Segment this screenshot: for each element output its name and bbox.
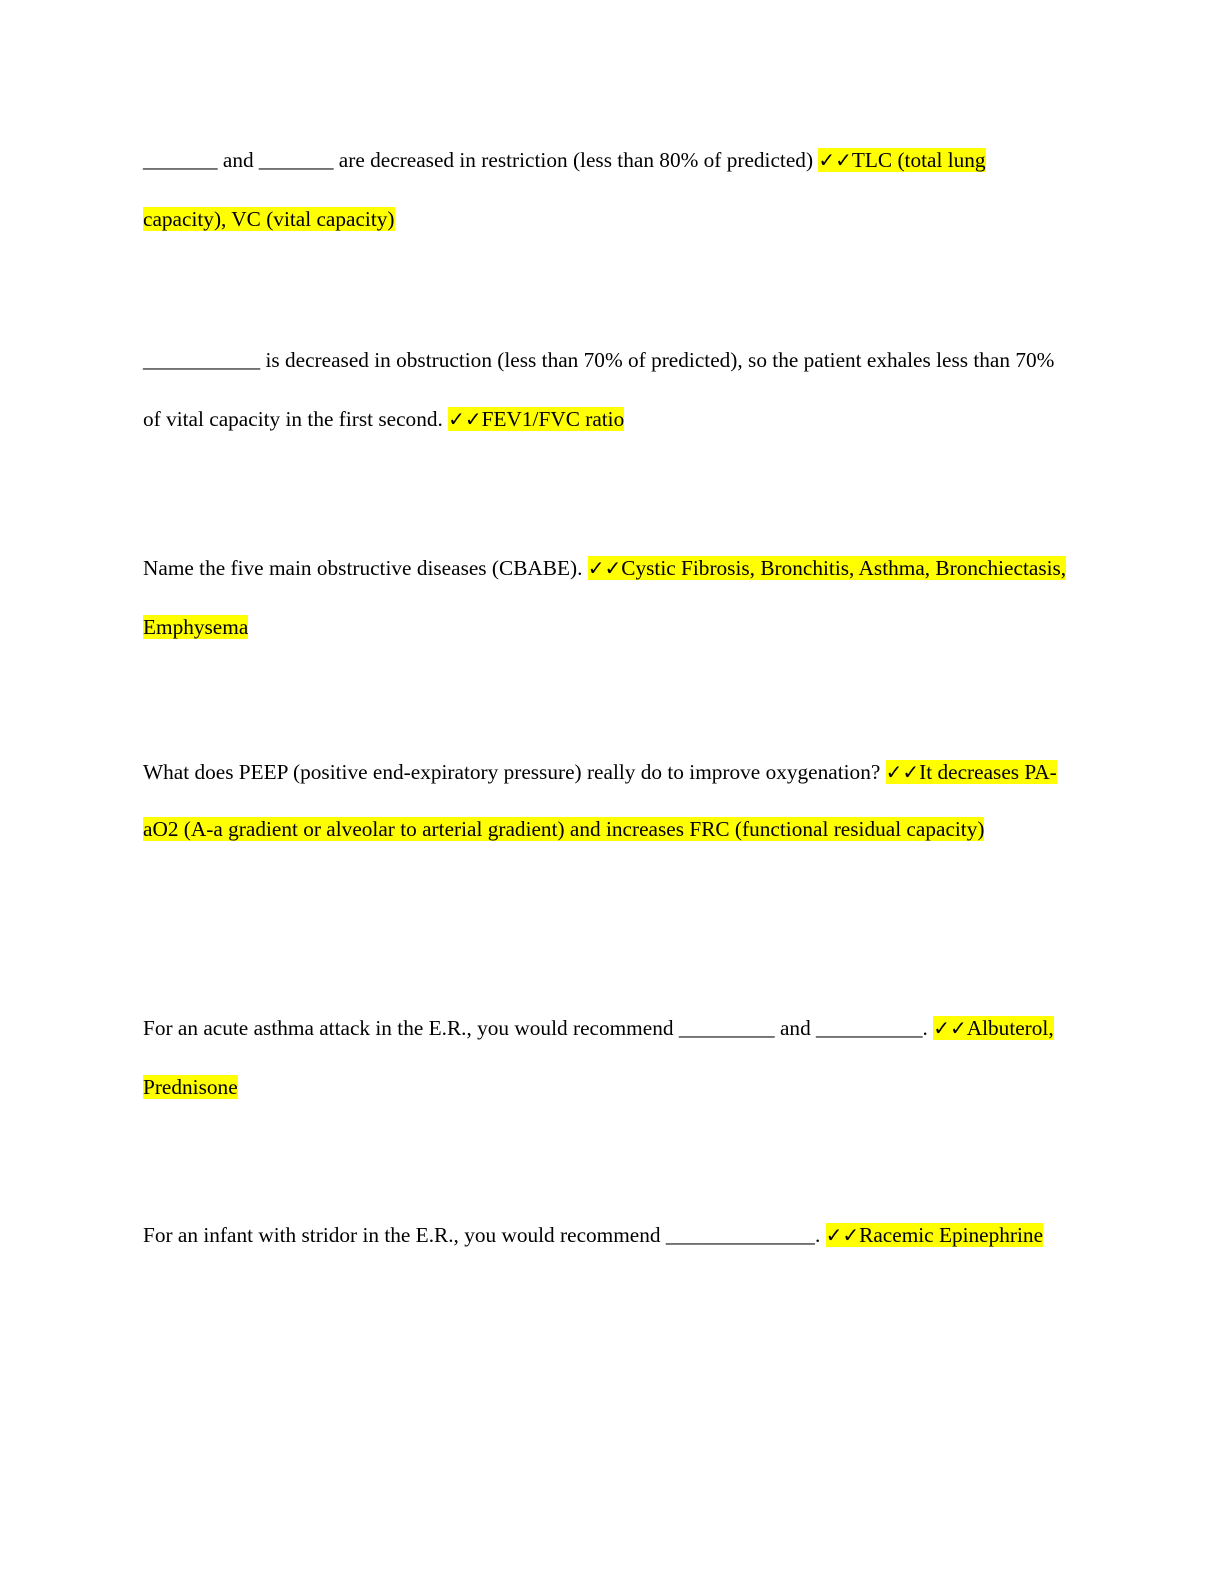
double-check-icon: ✓✓ — [825, 1223, 860, 1247]
question-3 — [143, 539, 1073, 656]
double-check-icon: ✓✓ — [933, 1016, 967, 1040]
question-4 — [143, 744, 1073, 858]
question-text: _______ and _______ are decreased in restriction (less than 80% of predicted) — [143, 148, 819, 172]
question-6 — [143, 1206, 1073, 1265]
answer-text: It decreases PA-aO2 (A-a gradient or alveolar to arterial gradient) and increases FRC (functional residual capacity) — [143, 760, 1057, 841]
answer-text: FEV1/FVC ratio — [481, 406, 625, 431]
question-text: For an acute asthma attack in the E.R., you would recommend _________ and __________. — [143, 1016, 934, 1040]
answer-text: Cystic Fibrosis, Bronchitis, Asthma, Bronchiectasis, Emphysema — [143, 556, 1067, 639]
answer-text: Albuterol, Prednisone — [143, 1016, 1054, 1099]
question-text: What does PEEP (positive end-expiratory pressure) really do to improve oxygenation? — [143, 760, 886, 784]
question-5 — [143, 999, 1073, 1116]
double-check-icon: ✓✓ — [818, 148, 852, 172]
question-text: Name the five main obstructive diseases (CBABE). — [143, 556, 588, 580]
question-2 — [143, 331, 1073, 448]
double-check-icon: ✓✓ — [885, 760, 920, 784]
double-check-icon: ✓✓ — [587, 556, 622, 580]
answer-text: TLC (total lung capacity), VC (vital capacity) — [143, 148, 986, 231]
question-text: For an infant with stridor in the E.R., you would recommend ______________. — [143, 1223, 826, 1247]
question-text: ___________ is decreased in obstruction (less than 70% of predicted), so the patient exhales less than 70% of vital capacity in the first second. — [143, 348, 1055, 431]
answer-highlight — [826, 1223, 1043, 1247]
answer-text: Racemic Epinephrine — [859, 1223, 1044, 1247]
answer-highlight — [448, 407, 624, 431]
question-1 — [143, 131, 1073, 248]
double-check-icon: ✓✓ — [448, 406, 482, 431]
